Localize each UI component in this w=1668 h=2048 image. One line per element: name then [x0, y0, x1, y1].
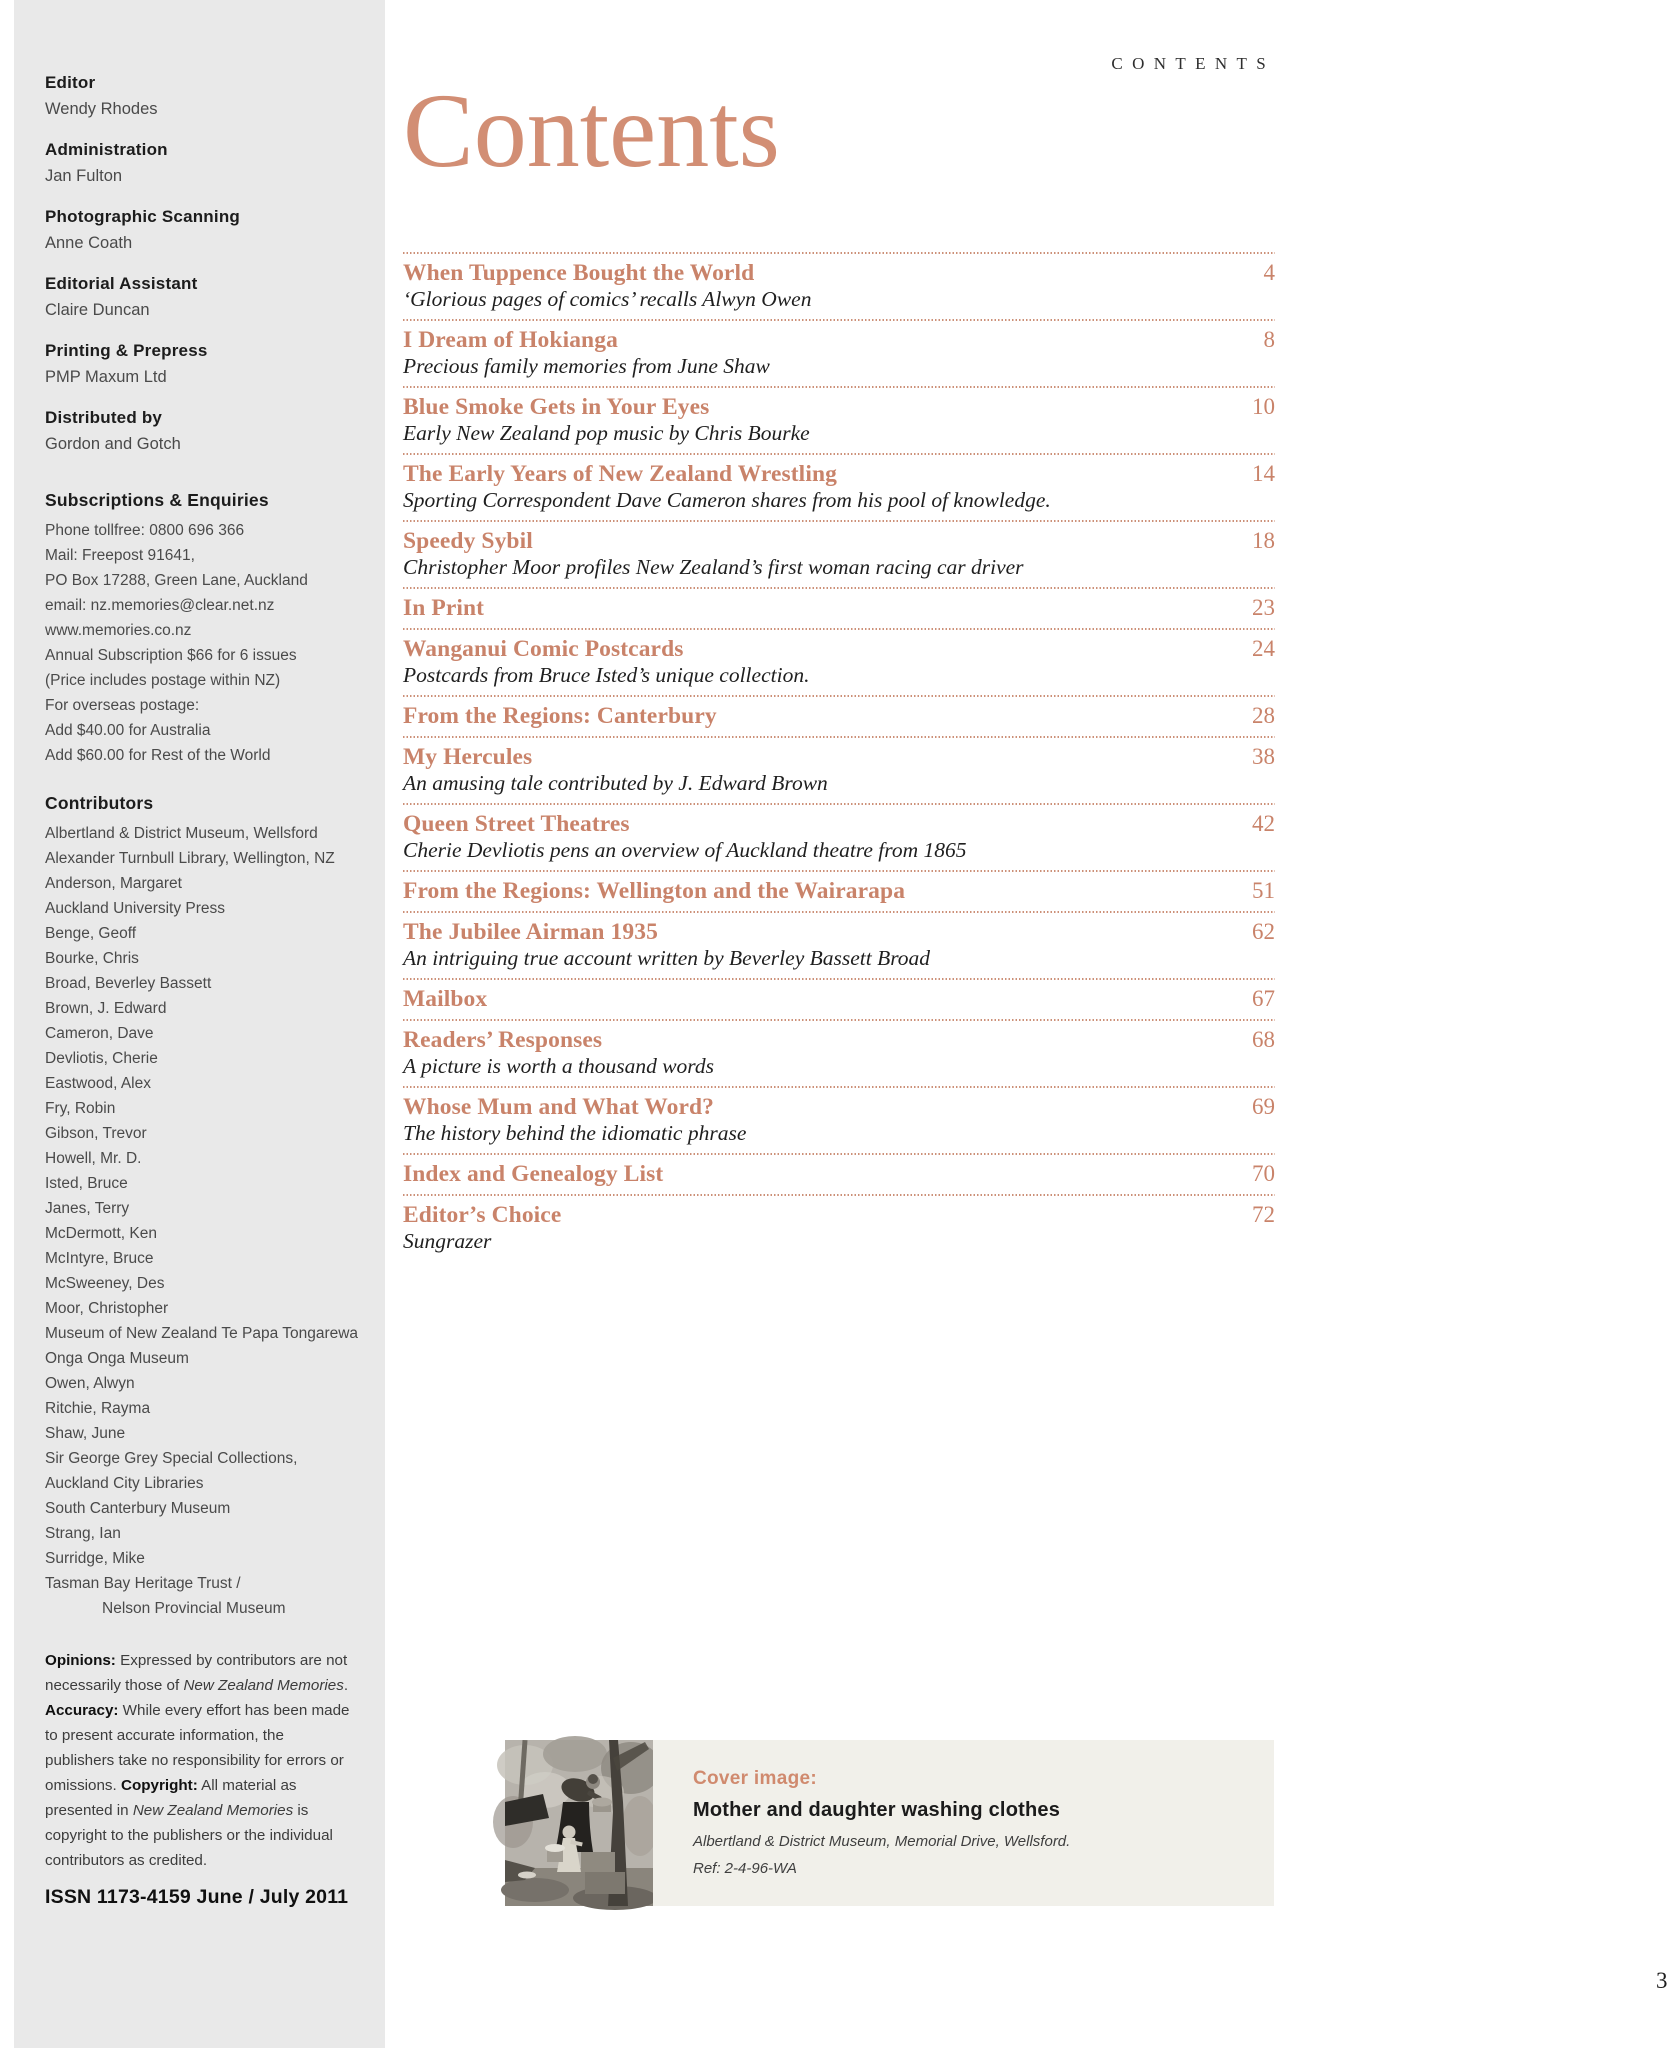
subscription-line: PO Box 17288, Green Lane, Auckland	[45, 572, 308, 589]
contributor-name: Museum of New Zealand Te Papa Tongarewa	[45, 1325, 359, 1342]
toc-entry-subtitle: The history behind the idiomatic phrase	[403, 1121, 747, 1145]
role-value: Claire Duncan	[45, 301, 150, 319]
toc-entry-page: 68	[1252, 1027, 1275, 1052]
contributors-list	[45, 821, 367, 1621]
toc-entry-page: 28	[1252, 703, 1275, 728]
toc-entry-subtitle: An amusing tale contributed by J. Edward Brown	[403, 771, 828, 795]
subscription-line: email: nz.memories@clear.net.nz	[45, 597, 275, 614]
toc-entry-page: 67	[1252, 986, 1275, 1011]
toc-entry	[403, 978, 1275, 1019]
masthead-roles	[45, 70, 367, 457]
toc-entry-subtitle: ‘Glorious pages of comics’ recalls Alwyn Owen	[403, 287, 812, 311]
role-value: Wendy Rhodes	[45, 100, 158, 118]
contributor-name: Benge, Geoff	[45, 925, 137, 942]
contributor-name: Auckland City Libraries	[45, 1475, 204, 1492]
toc-entry-title: In Print	[403, 595, 485, 621]
toc-entry-head	[403, 595, 1275, 621]
contributor-name: Ritchie, Rayma	[45, 1400, 151, 1417]
toc-entry	[403, 736, 1275, 803]
toc-entry-subtitle: Postcards from Bruce Isted’s unique collection.	[403, 663, 810, 687]
cover-image-section	[505, 1740, 1274, 1906]
toc-entry	[403, 911, 1275, 978]
contributor-name: Gibson, Trevor	[45, 1125, 147, 1142]
contributor-name: Moor, Christopher	[45, 1300, 169, 1317]
toc-entry-head	[403, 919, 1275, 945]
cover-label: Cover image:	[693, 1768, 817, 1789]
toc-entry-head	[403, 1202, 1275, 1228]
contributor-name: Strang, Ian	[45, 1525, 121, 1542]
toc-entry-title: Speedy Sybil	[403, 528, 533, 554]
cover-credit: Albertland & District Museum, Memorial Drive, Wellsford.	[693, 1833, 1071, 1850]
notices	[45, 1648, 357, 1873]
contributor-name: Alexander Turnbull Library, Wellington, NZ	[45, 850, 335, 867]
contributor-name: Broad, Beverley Bassett	[45, 975, 212, 992]
toc-entry-page: 69	[1252, 1094, 1275, 1119]
subscription-line: For overseas postage:	[45, 697, 200, 714]
toc-entry-page: 42	[1252, 811, 1275, 836]
role-value: Gordon and Gotch	[45, 435, 181, 453]
notice-opinions: Opinions: Expressed by contributors are not necessarily those of New Zealand Memories. Accuracy: While every effort has been made to present accurate information, the publishers take no responsibility for errors or omissions. Copyright: All material as presented in New Zealand Memories is copyright to the publishers or the individual contributors as credited.	[45, 1652, 350, 1869]
contributor-name: Tasman Bay Heritage Trust /	[45, 1575, 241, 1592]
toc-entry-title: Queen Street Theatres	[403, 811, 630, 837]
contributor-name: Fry, Robin	[45, 1100, 116, 1117]
contributor-name: Shaw, June	[45, 1425, 126, 1442]
subscription-line: Add $60.00 for Rest of the World	[45, 747, 271, 764]
masthead-role	[45, 204, 367, 256]
toc-entry-head	[403, 636, 1275, 662]
toc-entry-head	[403, 811, 1275, 837]
toc-entry-head	[403, 744, 1275, 770]
toc-entry-head	[403, 1094, 1275, 1120]
toc-entry	[403, 1153, 1275, 1194]
toc-entry-title: My Hercules	[403, 744, 533, 770]
toc-entry	[403, 695, 1275, 736]
cover-title: Mother and daughter washing clothes	[693, 1799, 1061, 1821]
toc-entry	[403, 1194, 1275, 1261]
toc-entry-subtitle: Sporting Correspondent Dave Cameron shares from his pool of knowledge.	[403, 488, 1051, 512]
toc-entry-title: Mailbox	[403, 986, 488, 1012]
toc-entry-subtitle: Cherie Devliotis pens an overview of Auckland theatre from 1865	[403, 838, 967, 862]
toc-entry-page: 62	[1252, 919, 1275, 944]
toc-entry-head	[403, 528, 1275, 554]
contributor-name: Janes, Terry	[45, 1200, 130, 1217]
role-label: Distributed by	[45, 408, 163, 427]
toc-entry-page: 38	[1252, 744, 1275, 769]
toc-entry	[403, 453, 1275, 520]
toc-entry	[403, 386, 1275, 453]
contributor-name: Sir George Grey Special Collections,	[45, 1450, 298, 1467]
toc-entry-page: 72	[1252, 1202, 1275, 1227]
contributor-name: McSweeney, Des	[45, 1275, 165, 1292]
role-label: Administration	[45, 140, 168, 159]
toc-entry-title: Wanganui Comic Postcards	[403, 636, 684, 662]
cover-caption-panel	[653, 1740, 1274, 1906]
issn-line: ISSN 1173-4159 June / July 2011	[45, 1886, 349, 1908]
toc-entry-head	[403, 260, 1275, 286]
toc-entry	[403, 628, 1275, 695]
toc-entry-subtitle: Early New Zealand pop music by Chris Bourke	[403, 421, 810, 445]
contributor-name: Isted, Bruce	[45, 1175, 128, 1192]
toc-list	[403, 252, 1275, 1261]
toc-entry-page: 18	[1252, 528, 1275, 553]
toc-entry-title: From the Regions: Wellington and the Wairarapa	[403, 878, 906, 904]
toc-entry	[403, 520, 1275, 587]
toc-entry-page: 4	[1263, 260, 1275, 285]
toc-entry	[403, 803, 1275, 870]
contributor-name: Anderson, Margaret	[45, 875, 182, 892]
toc-entry-page: 51	[1252, 878, 1275, 903]
toc-entry-page: 70	[1252, 1161, 1275, 1186]
subscription-line: Add $40.00 for Australia	[45, 722, 211, 739]
contributor-name: Surridge, Mike	[45, 1550, 145, 1567]
toc-entry-head	[403, 461, 1275, 487]
masthead-role	[45, 137, 367, 189]
toc-entry-page: 23	[1252, 595, 1275, 620]
contributor-name: Nelson Provincial Museum	[102, 1600, 286, 1617]
toc-entry-head	[403, 1027, 1275, 1053]
masthead-role	[45, 271, 367, 323]
role-label: Printing & Prepress	[45, 341, 208, 360]
contributor-name: Owen, Alwyn	[45, 1375, 135, 1392]
contributors-section	[45, 790, 367, 1621]
role-label: Photographic Scanning	[45, 207, 240, 226]
contributor-name: Auckland University Press	[45, 900, 226, 917]
toc-entry-head	[403, 394, 1275, 420]
cover-ref: Ref: 2-4-96-WA	[693, 1860, 797, 1877]
contributor-name: South Canterbury Museum	[45, 1500, 231, 1517]
toc-entry-page: 24	[1252, 636, 1275, 661]
toc-entry-page: 14	[1252, 461, 1275, 486]
contributor-name: Brown, J. Edward	[45, 1000, 167, 1017]
toc-entry-subtitle: Sungrazer	[403, 1229, 492, 1253]
contributor-name: McIntyre, Bruce	[45, 1250, 154, 1267]
role-value: PMP Maxum Ltd	[45, 368, 167, 386]
toc-entry-title: Whose Mum and What Word?	[403, 1094, 715, 1120]
toc-entry-head	[403, 327, 1275, 353]
toc-entry	[403, 1019, 1275, 1086]
masthead-role	[45, 70, 367, 122]
toc-entry	[403, 252, 1275, 319]
role-value: Anne Coath	[45, 234, 133, 252]
subscription-line: Phone tollfree: 0800 696 366	[45, 522, 245, 539]
role-label: Editor	[45, 73, 96, 92]
toc-entry	[403, 1086, 1275, 1153]
toc-entry-title: The Jubilee Airman 1935	[403, 919, 658, 945]
contents-page	[403, 0, 1668, 2048]
toc-entry-subtitle: An intriguing true account written by Beverley Bassett Broad	[403, 946, 931, 970]
toc-entry-title: The Early Years of New Zealand Wrestling	[403, 461, 837, 487]
page-title: Contents	[403, 72, 780, 189]
toc-entry-title: When Tuppence Bought the World	[403, 260, 755, 286]
masthead-role	[45, 405, 367, 457]
toc-entry	[403, 319, 1275, 386]
masthead-role	[45, 338, 367, 390]
toc-entry-subtitle: Christopher Moor profiles New Zealand’s first woman racing car driver	[403, 555, 1024, 579]
subscriptions-section	[45, 487, 367, 768]
subscription-line: Annual Subscription $66 for 6 issues	[45, 647, 297, 664]
toc-entry-title: Editor’s Choice	[403, 1202, 562, 1228]
toc-entry-head	[403, 1161, 1275, 1187]
page-number: 3	[1656, 1968, 1668, 1993]
toc-entry-subtitle: A picture is worth a thousand words	[403, 1054, 714, 1078]
role-value: Jan Fulton	[45, 167, 123, 185]
toc-entry	[403, 587, 1275, 628]
cover-photo	[505, 1740, 653, 1906]
contributor-name: Onga Onga Museum	[45, 1350, 189, 1367]
contributor-name: Eastwood, Alex	[45, 1075, 151, 1092]
subscription-line: Mail: Freepost 91641,	[45, 547, 195, 564]
toc-entry-title: From the Regions: Canterbury	[403, 703, 717, 729]
subscriptions-heading: Subscriptions & Enquiries	[45, 490, 269, 510]
toc-entry-subtitle: Precious family memories from June Shaw	[403, 354, 770, 378]
masthead-sidebar	[14, 0, 385, 2048]
subscription-line: www.memories.co.nz	[45, 622, 192, 639]
toc-entry-title: Index and Genealogy List	[403, 1161, 664, 1187]
toc-entry-head	[403, 986, 1275, 1012]
subscription-line: (Price includes postage within NZ)	[45, 672, 281, 689]
toc-entry-title: Blue Smoke Gets in Your Eyes	[403, 394, 710, 420]
contributor-name: Howell, Mr. D.	[45, 1150, 142, 1167]
subscriptions-lines	[45, 518, 367, 768]
contributor-name: Cameron, Dave	[45, 1025, 154, 1042]
contributor-name: McDermott, Ken	[45, 1225, 157, 1242]
contributor-name: Bourke, Chris	[45, 950, 139, 967]
toc-entry-page: 8	[1263, 327, 1275, 352]
toc-entry-title: Readers’ Responses	[403, 1027, 603, 1053]
page-kicker: CONTENTS	[1111, 54, 1275, 73]
toc-entry	[403, 870, 1275, 911]
toc-entry-title: I Dream of Hokianga	[403, 327, 618, 353]
toc-entry-head	[403, 878, 1275, 904]
toc-entry-page: 10	[1252, 394, 1275, 419]
contributor-name: Albertland & District Museum, Wellsford	[45, 825, 318, 842]
contributors-heading: Contributors	[45, 793, 154, 813]
toc-entry-head	[403, 703, 1275, 729]
contributor-name: Devliotis, Cherie	[45, 1050, 158, 1067]
role-label: Editorial Assistant	[45, 274, 198, 293]
